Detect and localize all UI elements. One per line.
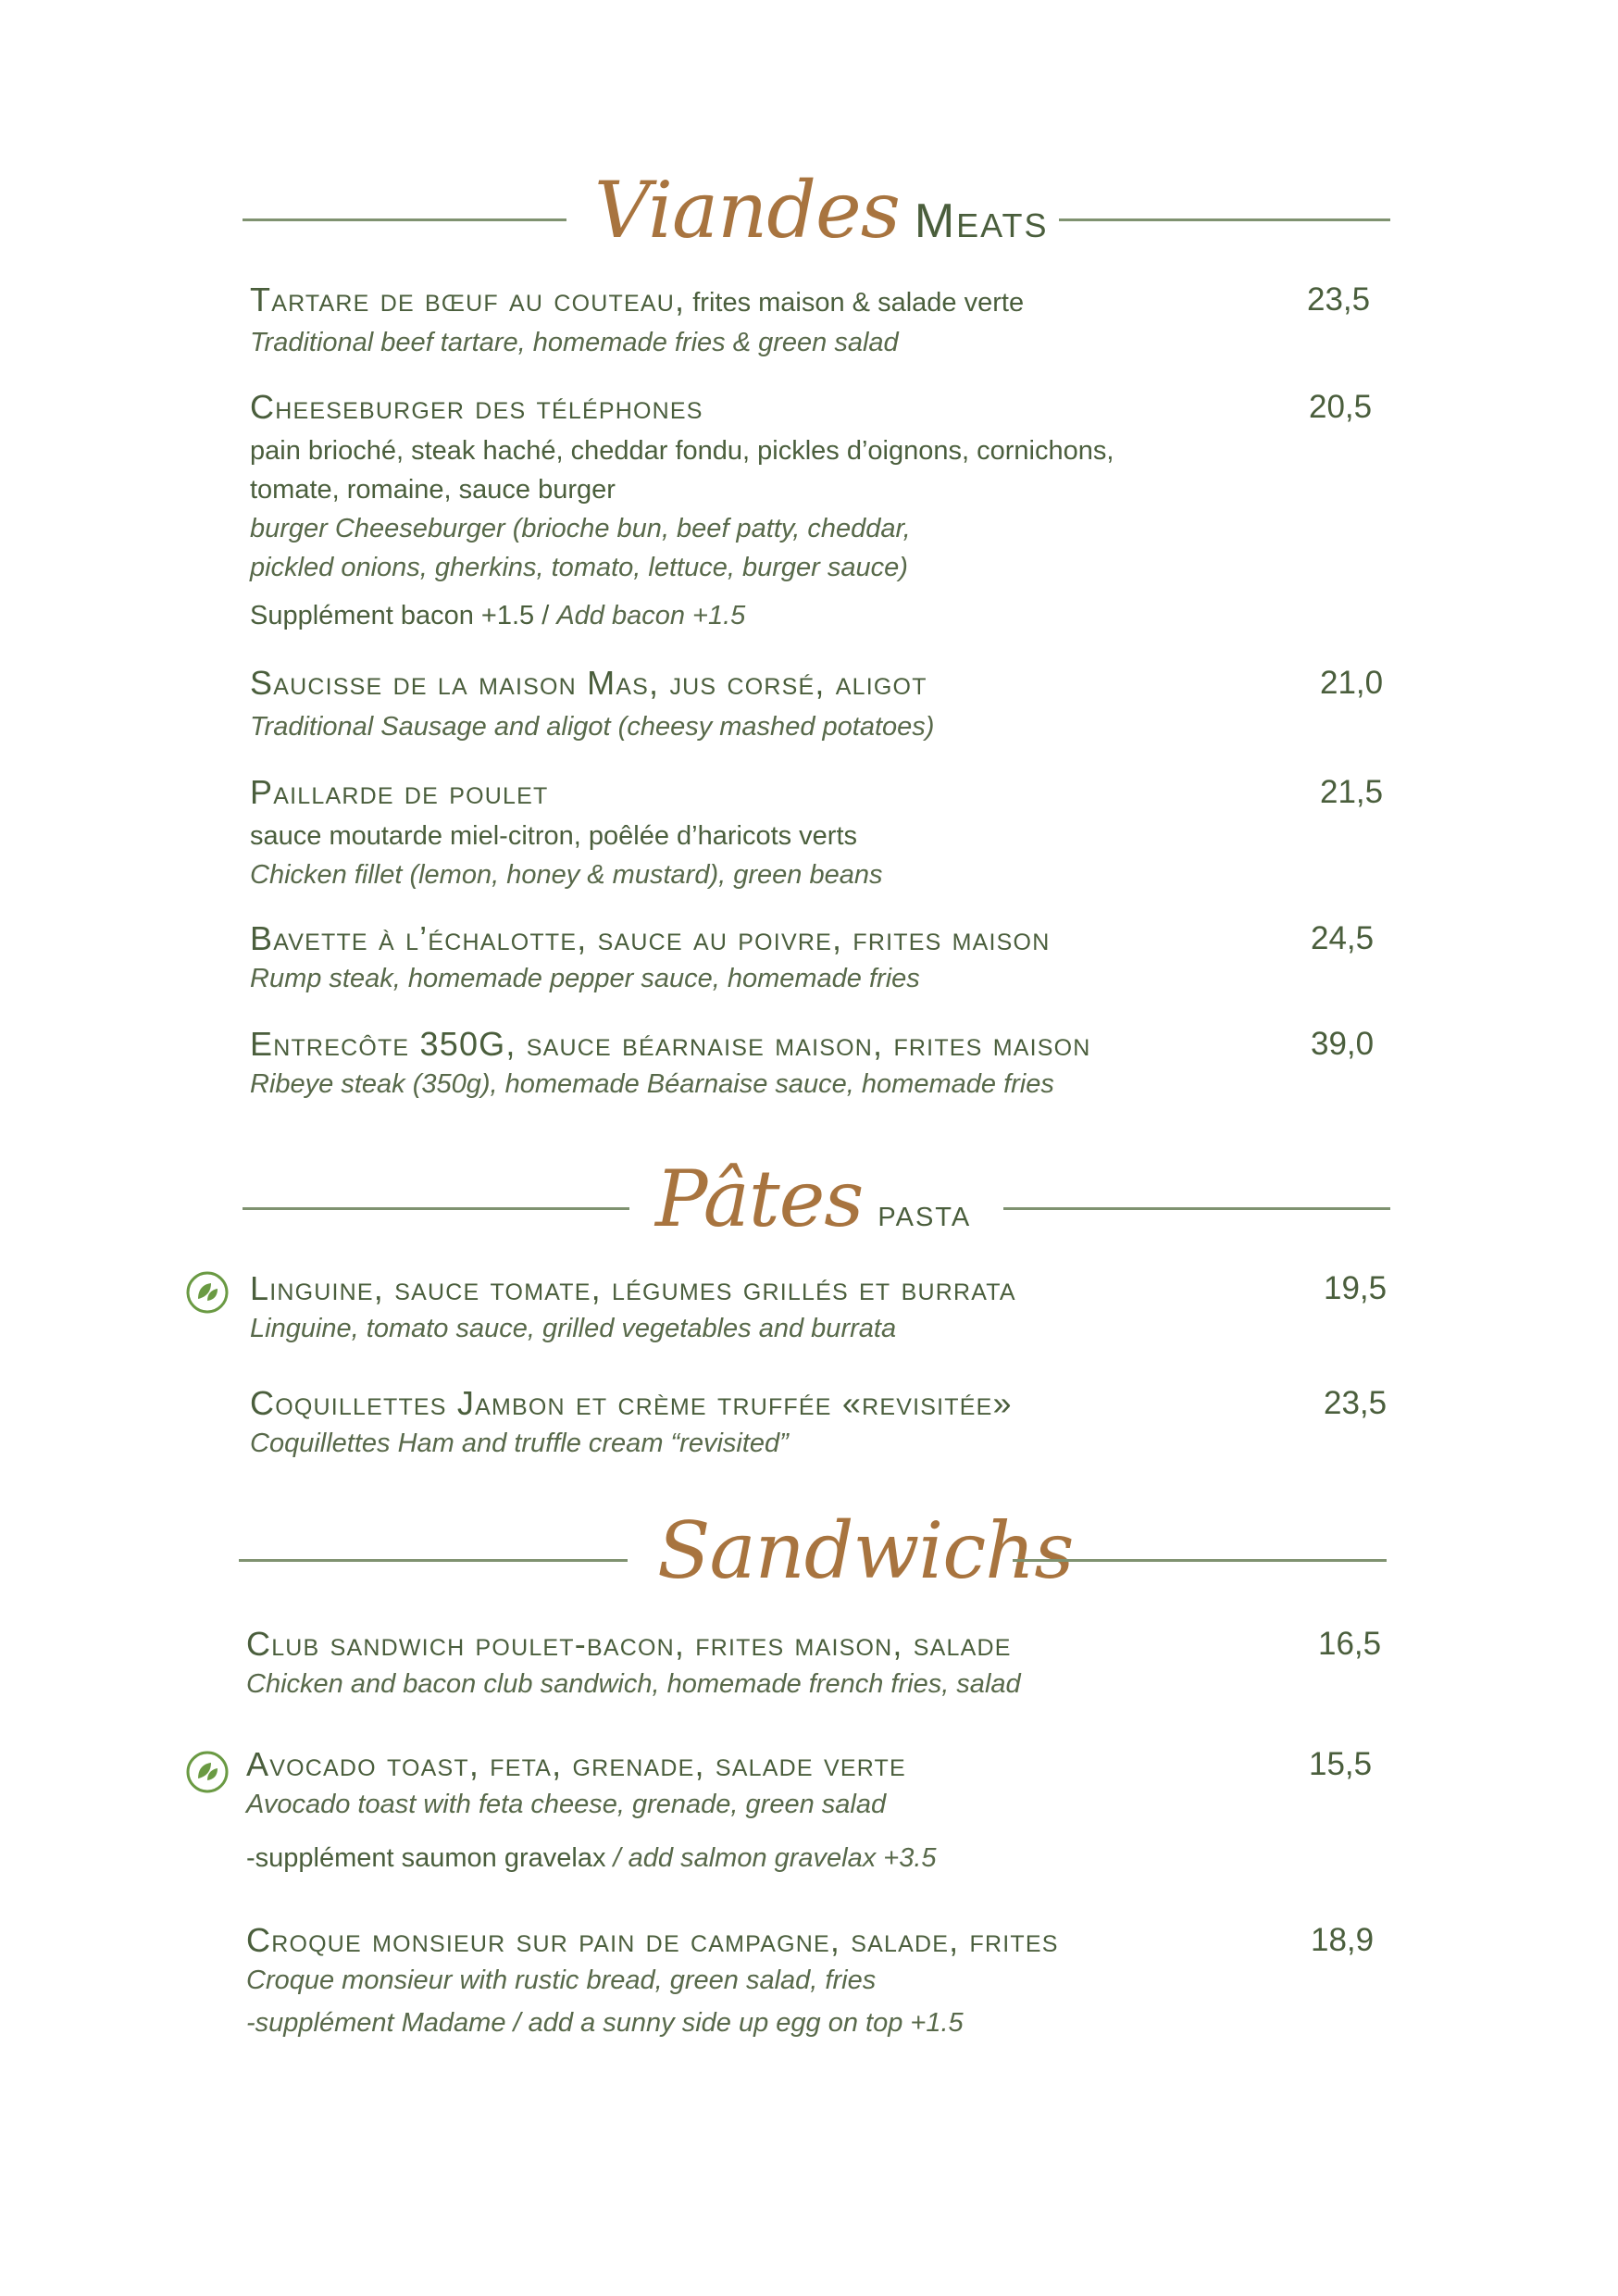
item-name: Paillarde de poulet	[250, 773, 549, 811]
item-description-en: Rump steak, homemade pepper sauce, homemade fries	[250, 964, 920, 993]
item-name: Entrecôte 350G, sauce béarnaise maison, frites maison	[250, 1025, 1091, 1063]
item-description-fr: tomate, romaine, sauce burger	[250, 475, 616, 505]
section-header-sandwichs	[239, 1505, 1387, 1616]
item-price: 21,5	[1320, 774, 1384, 810]
item-price: 20,5	[1309, 389, 1373, 425]
menu-item	[246, 1624, 1385, 1703]
menu-item	[250, 1383, 1388, 1463]
menu-item	[250, 918, 1388, 998]
item-name: Linguine, sauce tomate, légumes grillés et burrata	[250, 1269, 1016, 1307]
section-header-pasta	[243, 1154, 1390, 1265]
divider-right	[1059, 218, 1390, 221]
item-name: Saucisse de la maison Mas, jus corsé, aligot	[250, 664, 927, 702]
divider-left	[243, 218, 566, 221]
item-description-fr: pain brioché, steak haché, cheddar fondu, pickles d’oignons, cornichons,	[250, 436, 1114, 466]
item-price: 18,9	[1311, 1922, 1375, 1958]
menu-item	[250, 772, 1388, 894]
menu-item	[246, 1920, 1385, 2042]
item-supplement: -supplément Madame / add a sunny side up egg on top +1.5	[246, 2008, 964, 2038]
section-title	[657, 1505, 1074, 1596]
item-name-extra: frites maison & salade verte	[685, 288, 1025, 318]
item-description-en: pickled onions, gherkins, tomato, lettuce, burger sauce)	[250, 553, 908, 582]
item-price: 23,5	[1307, 281, 1371, 318]
section-title-script: Sandwichs	[657, 1505, 1074, 1596]
leaf-icon	[185, 1750, 230, 1794]
item-price: 21,0	[1320, 665, 1384, 701]
section-title-script: Pâtes	[655, 1154, 864, 1244]
divider-left	[243, 1207, 629, 1210]
item-name: Bavette à l’échalotte, sauce au poivre, frites maison	[250, 919, 1051, 957]
item-name: Avocado toast, feta, grenade, salade verte	[246, 1745, 906, 1783]
menu-item	[250, 1268, 1388, 1348]
menu-item	[246, 1744, 1385, 1878]
item-name: Croque monsieur sur pain de campagne, salade, frites	[246, 1921, 1059, 1959]
item-supplement: -supplément saumon gravelax / add salmon gravelax +3.5	[246, 1843, 937, 1873]
item-price: 39,0	[1311, 1026, 1375, 1062]
item-description-en: Traditional beef tartare, homemade fries & green salad	[250, 328, 899, 357]
section-title-caps: pasta	[877, 1191, 972, 1234]
item-name: Club sandwich poulet-bacon, frites maison, salade	[246, 1625, 1012, 1663]
divider-left	[239, 1559, 628, 1562]
divider-right	[1013, 1559, 1387, 1562]
item-name: Tartare de bœuf au couteau, frites maison & salade verte	[250, 281, 1025, 318]
menu-item	[250, 1024, 1388, 1104]
item-description-en: Coquillettes Ham and truffle cream “revisited”	[250, 1429, 789, 1458]
item-price: 23,5	[1324, 1385, 1388, 1421]
item-description-en: Croque monsieur with rustic bread, green salad, fries	[246, 1965, 877, 1995]
item-description-en: Linguine, tomato sauce, grilled vegetables and burrata	[250, 1314, 897, 1343]
item-description-en: Ribeye steak (350g), homemade Béarnaise sauce, homemade fries	[250, 1069, 1054, 1099]
section-title	[594, 165, 1049, 256]
item-description-en: Avocado toast with feta cheese, grenade, green salad	[246, 1790, 887, 1819]
menu-item	[250, 387, 1388, 635]
menu-item	[250, 663, 1388, 746]
item-description-en: burger Cheeseburger (brioche bun, beef patty, cheddar,	[250, 514, 911, 543]
section-header-meats	[243, 165, 1390, 276]
item-price: 24,5	[1311, 920, 1375, 956]
item-description-en: Chicken and bacon club sandwich, homemade french fries, salad	[246, 1669, 1021, 1699]
item-name: Cheeseburger des téléphones	[250, 388, 703, 426]
menu-item	[250, 280, 1388, 362]
item-name: Coquillettes Jambon et crème truffée «revisitée»	[250, 1384, 1013, 1422]
item-description-en: Traditional Sausage and aligot (cheesy mashed potatoes)	[250, 712, 935, 742]
item-description-fr: sauce moutarde miel-citron, poêlée d’haricots verts	[250, 821, 858, 851]
item-price: 19,5	[1324, 1270, 1388, 1306]
item-price: 15,5	[1309, 1746, 1373, 1782]
section-title-caps: Meats	[914, 194, 1049, 248]
leaf-icon	[185, 1270, 230, 1315]
item-price: 16,5	[1318, 1626, 1382, 1662]
section-title-script: Viandes	[594, 165, 900, 256]
item-description-en: Chicken fillet (lemon, honey & mustard), green beans	[250, 860, 883, 890]
section-title	[655, 1154, 971, 1244]
divider-right	[1003, 1207, 1390, 1210]
item-supplement: Supplément bacon +1.5 / Add bacon +1.5	[250, 601, 746, 630]
